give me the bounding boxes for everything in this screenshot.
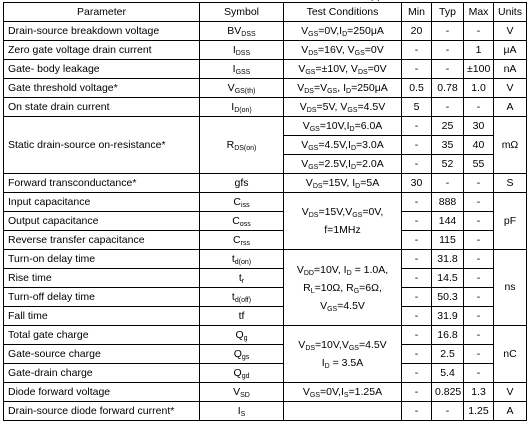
- symbol-cell: $I_{D(on)}$: [200, 98, 284, 117]
- typ-cell: 50.3: [432, 288, 464, 307]
- min-cell: -: [402, 41, 432, 60]
- typ-cell: -: [432, 60, 464, 79]
- table-row: [4, 231, 527, 250]
- max-cell: -: [464, 364, 494, 383]
- parameter-cell: Gate-drain charge: [4, 364, 200, 383]
- min-cell: -: [402, 60, 432, 79]
- header-parameter: Parameter: [4, 3, 200, 22]
- typ-cell: 52: [432, 155, 464, 174]
- parameter-cell: Turn-on delay time: [4, 250, 200, 269]
- unit-cell: S: [494, 174, 527, 193]
- condition-cell: $V_{DS}=15V,V_{GS}=0V$, f=1MHz: [284, 193, 402, 250]
- condition-cell: $V_{DS}=10V,V_{GS}=4.5V$ $I_D = 3.5A$: [284, 326, 402, 383]
- symbol-cell: $t_{d(off)}$: [200, 288, 284, 307]
- unit-cell: pF: [494, 193, 527, 250]
- max-cell: -: [464, 288, 494, 307]
- typ-cell: 115: [432, 231, 464, 250]
- min-cell: 5: [402, 98, 432, 117]
- parameter-cell: Output capacitance: [4, 212, 200, 231]
- typ-cell: 31.8: [432, 250, 464, 269]
- table-row: [4, 307, 527, 326]
- min-cell: -: [402, 269, 432, 288]
- min-cell: -: [402, 364, 432, 383]
- table-body: [4, 22, 527, 421]
- header-typ: Typ: [432, 3, 464, 22]
- typ-cell: 2.5: [432, 345, 464, 364]
- unit-cell: A: [494, 402, 527, 421]
- parameter-cell: On state drain current: [4, 98, 200, 117]
- symbol-cell: $Q_{gs}$: [200, 345, 284, 364]
- typ-cell: 35: [432, 136, 464, 155]
- symbol-cell: $C_{rss}$: [200, 231, 284, 250]
- symbol-cell: $V_{SD}$: [200, 383, 284, 402]
- header-row: [4, 3, 527, 22]
- max-cell: -: [464, 22, 494, 41]
- condition-cell: $V_{GS}=\pm 10V$, $V_{DS}=0V$: [284, 60, 402, 79]
- symbol-cell: $Q_{gd}$: [200, 364, 284, 383]
- unit-cell: mΩ: [494, 117, 527, 174]
- typ-cell: 0.78: [432, 79, 464, 98]
- max-cell: 1.25: [464, 402, 494, 421]
- typ-cell: 14.5: [432, 269, 464, 288]
- unit-cell: V: [494, 22, 527, 41]
- unit-cell: nA: [494, 60, 527, 79]
- max-cell: 1.3: [464, 383, 494, 402]
- parameter-cell: Reverse transfer capacitance: [4, 231, 200, 250]
- parameter-cell: Fall time: [4, 307, 200, 326]
- table-row: [4, 345, 527, 364]
- table-row: [4, 326, 527, 345]
- table-row: [4, 269, 527, 288]
- max-cell: -: [464, 231, 494, 250]
- table-row: [4, 117, 527, 136]
- max-cell: ±100: [464, 60, 494, 79]
- parameter-cell: Turn-off delay time: [4, 288, 200, 307]
- symbol-cell: $BV_{DSS}$: [200, 22, 284, 41]
- typ-cell: 16.8: [432, 326, 464, 345]
- max-cell: -: [464, 250, 494, 269]
- typ-cell: 25: [432, 117, 464, 136]
- unit-cell: nC: [494, 326, 527, 383]
- typ-cell: 144: [432, 212, 464, 231]
- max-cell: -: [464, 174, 494, 193]
- symbol-cell: $C_{oss}$: [200, 212, 284, 231]
- min-cell: -: [402, 136, 432, 155]
- symbol-cell: tf: [200, 307, 284, 326]
- typ-cell: 5.4: [432, 364, 464, 383]
- max-cell: 40: [464, 136, 494, 155]
- condition-cell: $V_{GS}=2.5V,I_D=2.0A$: [284, 155, 402, 174]
- unit-cell: V: [494, 79, 527, 98]
- parameter-cell: Static drain-source on-resistance*: [4, 117, 200, 174]
- min-cell: -: [402, 231, 432, 250]
- table-row: [4, 98, 527, 117]
- condition-cell: $V_{DS}=V_{GS}$, $I_D=250\mu A$: [284, 79, 402, 98]
- min-cell: -: [402, 155, 432, 174]
- symbol-cell: $I_S$: [200, 402, 284, 421]
- max-cell: -: [464, 212, 494, 231]
- typ-cell: 888: [432, 193, 464, 212]
- unit-cell: ns: [494, 250, 527, 326]
- min-cell: -: [402, 212, 432, 231]
- electrical-characteristics-table: [3, 2, 527, 421]
- max-cell: -: [464, 307, 494, 326]
- condition-cell: $V_{GS}=4.5V,I_D=3.0A$: [284, 136, 402, 155]
- min-cell: -: [402, 117, 432, 136]
- condition-cell: $V_{GS}=10V,I_D=6.0A$: [284, 117, 402, 136]
- table-row: [4, 250, 527, 269]
- header-max: Max: [464, 3, 494, 22]
- table-row: [4, 22, 527, 41]
- typ-cell: -: [432, 22, 464, 41]
- parameter-cell: Rise time: [4, 269, 200, 288]
- parameter-cell: Drain-source diode forward current*: [4, 402, 200, 421]
- symbol-cell: $I_{GSS}$: [200, 60, 284, 79]
- typ-cell: -: [432, 174, 464, 193]
- min-cell: -: [402, 193, 432, 212]
- parameter-cell: Forward transconductance*: [4, 174, 200, 193]
- max-cell: -: [464, 193, 494, 212]
- condition-cell: $V_{GS}=0V,I_D=250\mu A$: [284, 22, 402, 41]
- table-row: [4, 364, 527, 383]
- min-cell: -: [402, 250, 432, 269]
- typ-cell: -: [432, 402, 464, 421]
- parameter-cell: Gate threshold voltage*: [4, 79, 200, 98]
- unit-cell: A: [494, 98, 527, 117]
- parameter-cell: Input capacitance: [4, 193, 200, 212]
- parameter-cell: Zero gate voltage drain current: [4, 41, 200, 60]
- header-symbol: Symbol: [200, 3, 284, 22]
- header-test-conditions: Test Conditions: [284, 3, 402, 22]
- symbol-cell: $t_r$: [200, 269, 284, 288]
- table-row: [4, 383, 527, 402]
- max-cell: 1: [464, 41, 494, 60]
- min-cell: -: [402, 345, 432, 364]
- min-cell: -: [402, 307, 432, 326]
- symbol-cell: $C_{iss}$: [200, 193, 284, 212]
- min-cell: 0.5: [402, 79, 432, 98]
- max-cell: -: [464, 98, 494, 117]
- max-cell: -: [464, 326, 494, 345]
- min-cell: 20: [402, 22, 432, 41]
- typ-cell: 31.9: [432, 307, 464, 326]
- parameter-cell: Diode forward voltage: [4, 383, 200, 402]
- table-row: [4, 60, 527, 79]
- condition-cell: $V_{DD}=10V$, $I_D = 1.0A$, $R_L=10\Omega$, $R_G=6\Omega$, $V_{GS}=4.5V$: [284, 250, 402, 326]
- condition-cell: $V_{GS}=0V,I_S=1.25A$: [284, 383, 402, 402]
- max-cell: 55: [464, 155, 494, 174]
- table-row: [4, 402, 527, 421]
- symbol-cell: gfs: [200, 174, 284, 193]
- table-row: [4, 174, 527, 193]
- condition-cell: $V_{DS}=16V$, $V_{GS}=0V$: [284, 41, 402, 60]
- symbol-cell: $V_{GS(th)}$: [200, 79, 284, 98]
- condition-cell: $V_{DS}=15V$, $I_D=5A$: [284, 174, 402, 193]
- min-cell: 30: [402, 174, 432, 193]
- typ-cell: 0.825: [432, 383, 464, 402]
- condition-cell: [284, 402, 402, 421]
- header-units: Units: [494, 3, 527, 22]
- parameter-cell: Drain-source breakdown voltage: [4, 22, 200, 41]
- typ-cell: -: [432, 41, 464, 60]
- max-cell: -: [464, 269, 494, 288]
- min-cell: -: [402, 383, 432, 402]
- symbol-cell: $t_{d(on)}$: [200, 250, 284, 269]
- min-cell: -: [402, 326, 432, 345]
- max-cell: -: [464, 345, 494, 364]
- symbol-cell: $R_{DS(on)}$: [200, 117, 284, 174]
- unit-cell: μA: [494, 41, 527, 60]
- parameter-cell: Gate- body leakage: [4, 60, 200, 79]
- table-row: [4, 212, 527, 231]
- typ-cell: -: [432, 98, 464, 117]
- table-row: [4, 288, 527, 307]
- table-row: [4, 79, 527, 98]
- unit-cell: V: [494, 383, 527, 402]
- min-cell: -: [402, 288, 432, 307]
- symbol-cell: $I_{DSS}$: [200, 41, 284, 60]
- parameter-cell: Total gate charge: [4, 326, 200, 345]
- condition-cell: $V_{DS}=5V$, $V_{GS}=4.5V$: [284, 98, 402, 117]
- header-min: Min: [402, 3, 432, 22]
- max-cell: 30: [464, 117, 494, 136]
- min-cell: -: [402, 402, 432, 421]
- max-cell: 1.0: [464, 79, 494, 98]
- table-row: [4, 193, 527, 212]
- table-row: [4, 41, 527, 60]
- truncated-header-fragment: [370, 0, 381, 1]
- symbol-cell: $Q_g$: [200, 326, 284, 345]
- parameter-cell: Gate-source charge: [4, 345, 200, 364]
